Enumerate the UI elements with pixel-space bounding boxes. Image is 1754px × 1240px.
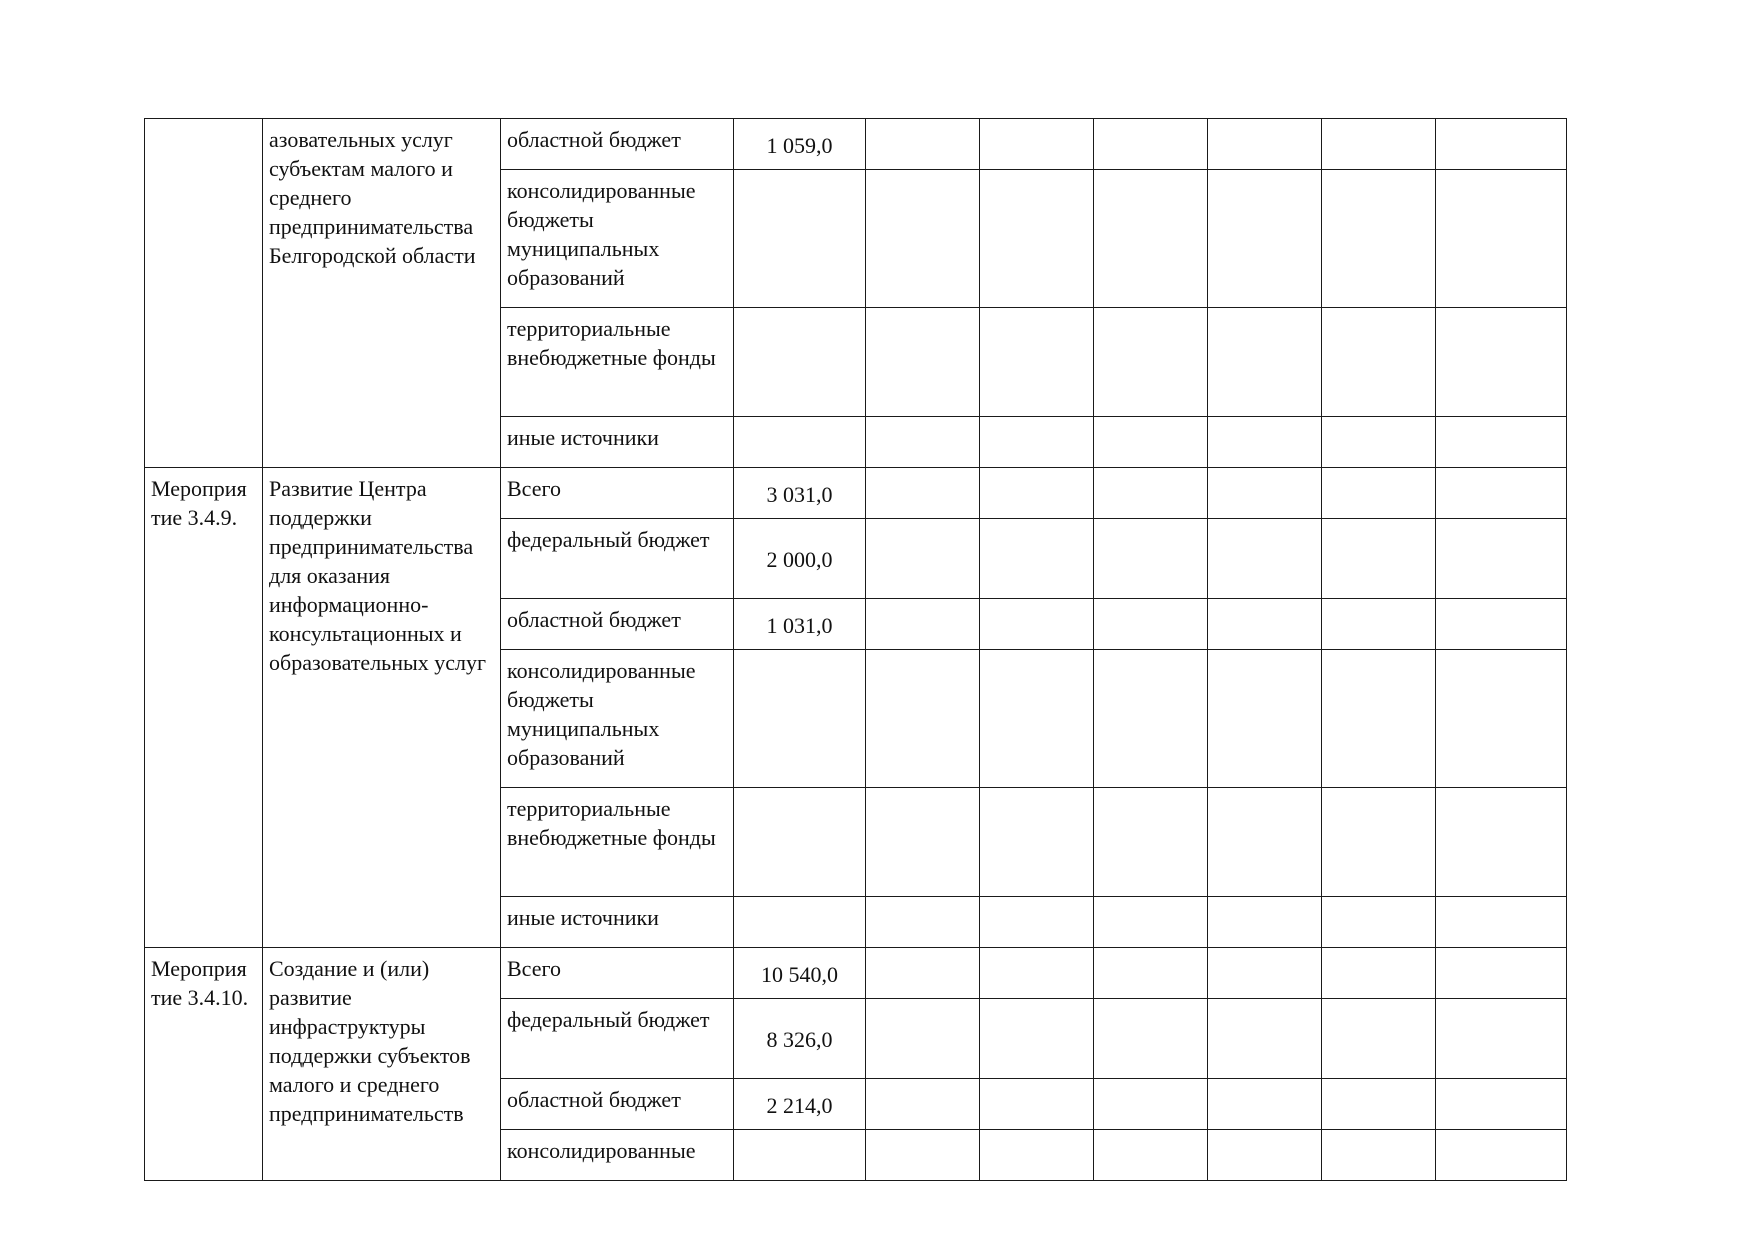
empty-cell (1436, 999, 1567, 1079)
funding-source-cell: областной бюджет (501, 119, 734, 170)
amount-cell: 2 214,0 (734, 1079, 866, 1130)
empty-cell (1436, 119, 1567, 170)
empty-cell (1208, 1130, 1322, 1181)
amount-cell (734, 897, 866, 948)
table-row (145, 468, 1567, 519)
empty-cell (1094, 948, 1208, 999)
empty-cell (1436, 417, 1567, 468)
empty-cell (1094, 599, 1208, 650)
empty-cell (980, 788, 1094, 897)
table-row (145, 119, 1567, 170)
empty-cell (1322, 468, 1436, 519)
empty-cell (1322, 948, 1436, 999)
empty-cell (1094, 519, 1208, 599)
funding-source-cell: федеральный бюджет (501, 519, 734, 599)
empty-cell (1322, 417, 1436, 468)
activity-id-cell: Мероприятие 3.4.9. (145, 468, 263, 948)
empty-cell (1208, 599, 1322, 650)
empty-cell (866, 468, 980, 519)
empty-cell (1094, 788, 1208, 897)
empty-cell (1094, 119, 1208, 170)
empty-cell (1208, 1079, 1322, 1130)
empty-cell (1094, 417, 1208, 468)
empty-cell (1208, 788, 1322, 897)
empty-cell (1208, 308, 1322, 417)
empty-cell (1322, 1130, 1436, 1181)
empty-cell (866, 897, 980, 948)
empty-cell (1436, 170, 1567, 308)
activity-id-cell (145, 119, 263, 468)
table-row (145, 948, 1567, 999)
empty-cell (1094, 170, 1208, 308)
empty-cell (1208, 119, 1322, 170)
amount-cell: 1 031,0 (734, 599, 866, 650)
amount-cell: 1 059,0 (734, 119, 866, 170)
amount-cell: 8 326,0 (734, 999, 866, 1079)
empty-cell (1322, 119, 1436, 170)
empty-cell (1436, 948, 1567, 999)
empty-cell (980, 417, 1094, 468)
empty-cell (1436, 788, 1567, 897)
empty-cell (1322, 897, 1436, 948)
empty-cell (866, 788, 980, 897)
empty-cell (1436, 308, 1567, 417)
activity-name-cell: азовательных услуг субъектам малого и среднего предпринимательства Белгородской области (263, 119, 501, 468)
funding-source-cell: территориальные внебюджетные фонды (501, 308, 734, 417)
funding-source-cell: иные источники (501, 897, 734, 948)
amount-cell (734, 170, 866, 308)
empty-cell (1094, 308, 1208, 417)
empty-cell (1322, 170, 1436, 308)
empty-cell (866, 999, 980, 1079)
empty-cell (866, 650, 980, 788)
empty-cell (1094, 1130, 1208, 1181)
empty-cell (980, 519, 1094, 599)
empty-cell (1436, 897, 1567, 948)
empty-cell (980, 1130, 1094, 1181)
empty-cell (1208, 417, 1322, 468)
empty-cell (1208, 468, 1322, 519)
amount-cell (734, 308, 866, 417)
funding-source-cell: иные источники (501, 417, 734, 468)
funding-source-cell: Всего (501, 948, 734, 999)
activity-name-cell: Развитие Центра поддержки предпринимательства для оказания информационно-консультационных и образовательных услуг (263, 468, 501, 948)
empty-cell (1322, 650, 1436, 788)
empty-cell (1094, 897, 1208, 948)
activity-id-cell: Мероприятие 3.4.10. (145, 948, 263, 1181)
funding-source-cell: консолидированные (501, 1130, 734, 1181)
empty-cell (980, 948, 1094, 999)
empty-cell (1436, 1130, 1567, 1181)
empty-cell (980, 599, 1094, 650)
activity-name-cell: Создание и (или) развитие инфраструктуры поддержки субъектов малого и среднего предпринимательств (263, 948, 501, 1181)
funding-source-cell: областной бюджет (501, 1079, 734, 1130)
empty-cell (980, 119, 1094, 170)
amount-cell: 3 031,0 (734, 468, 866, 519)
budget-table (144, 118, 1567, 1181)
empty-cell (1436, 599, 1567, 650)
empty-cell (1436, 650, 1567, 788)
empty-cell (1436, 1079, 1567, 1130)
empty-cell (1322, 308, 1436, 417)
empty-cell (1322, 1079, 1436, 1130)
empty-cell (1208, 948, 1322, 999)
empty-cell (866, 599, 980, 650)
empty-cell (1094, 1079, 1208, 1130)
empty-cell (1208, 999, 1322, 1079)
empty-cell (980, 650, 1094, 788)
empty-cell (866, 1130, 980, 1181)
amount-cell: 2 000,0 (734, 519, 866, 599)
funding-source-cell: территориальные внебюджетные фонды (501, 788, 734, 897)
funding-source-cell: областной бюджет (501, 599, 734, 650)
empty-cell (866, 948, 980, 999)
empty-cell (980, 897, 1094, 948)
amount-cell (734, 1130, 866, 1181)
empty-cell (1322, 519, 1436, 599)
empty-cell (1208, 519, 1322, 599)
empty-cell (1208, 897, 1322, 948)
empty-cell (980, 1079, 1094, 1130)
empty-cell (866, 308, 980, 417)
empty-cell (1322, 599, 1436, 650)
funding-source-cell: консолидированные бюджеты муниципальных образований (501, 170, 734, 308)
empty-cell (866, 170, 980, 308)
empty-cell (866, 417, 980, 468)
empty-cell (980, 468, 1094, 519)
empty-cell (1094, 650, 1208, 788)
empty-cell (1436, 519, 1567, 599)
empty-cell (1322, 788, 1436, 897)
funding-source-cell: федеральный бюджет (501, 999, 734, 1079)
empty-cell (1208, 170, 1322, 308)
amount-cell (734, 650, 866, 788)
empty-cell (980, 170, 1094, 308)
empty-cell (866, 1079, 980, 1130)
empty-cell (1094, 468, 1208, 519)
amount-cell: 10 540,0 (734, 948, 866, 999)
empty-cell (1322, 999, 1436, 1079)
amount-cell (734, 788, 866, 897)
amount-cell (734, 417, 866, 468)
empty-cell (1436, 468, 1567, 519)
empty-cell (1094, 999, 1208, 1079)
funding-source-cell: консолидированные бюджеты муниципальных образований (501, 650, 734, 788)
empty-cell (1208, 650, 1322, 788)
empty-cell (866, 519, 980, 599)
empty-cell (980, 999, 1094, 1079)
empty-cell (866, 119, 980, 170)
empty-cell (980, 308, 1094, 417)
funding-source-cell: Всего (501, 468, 734, 519)
